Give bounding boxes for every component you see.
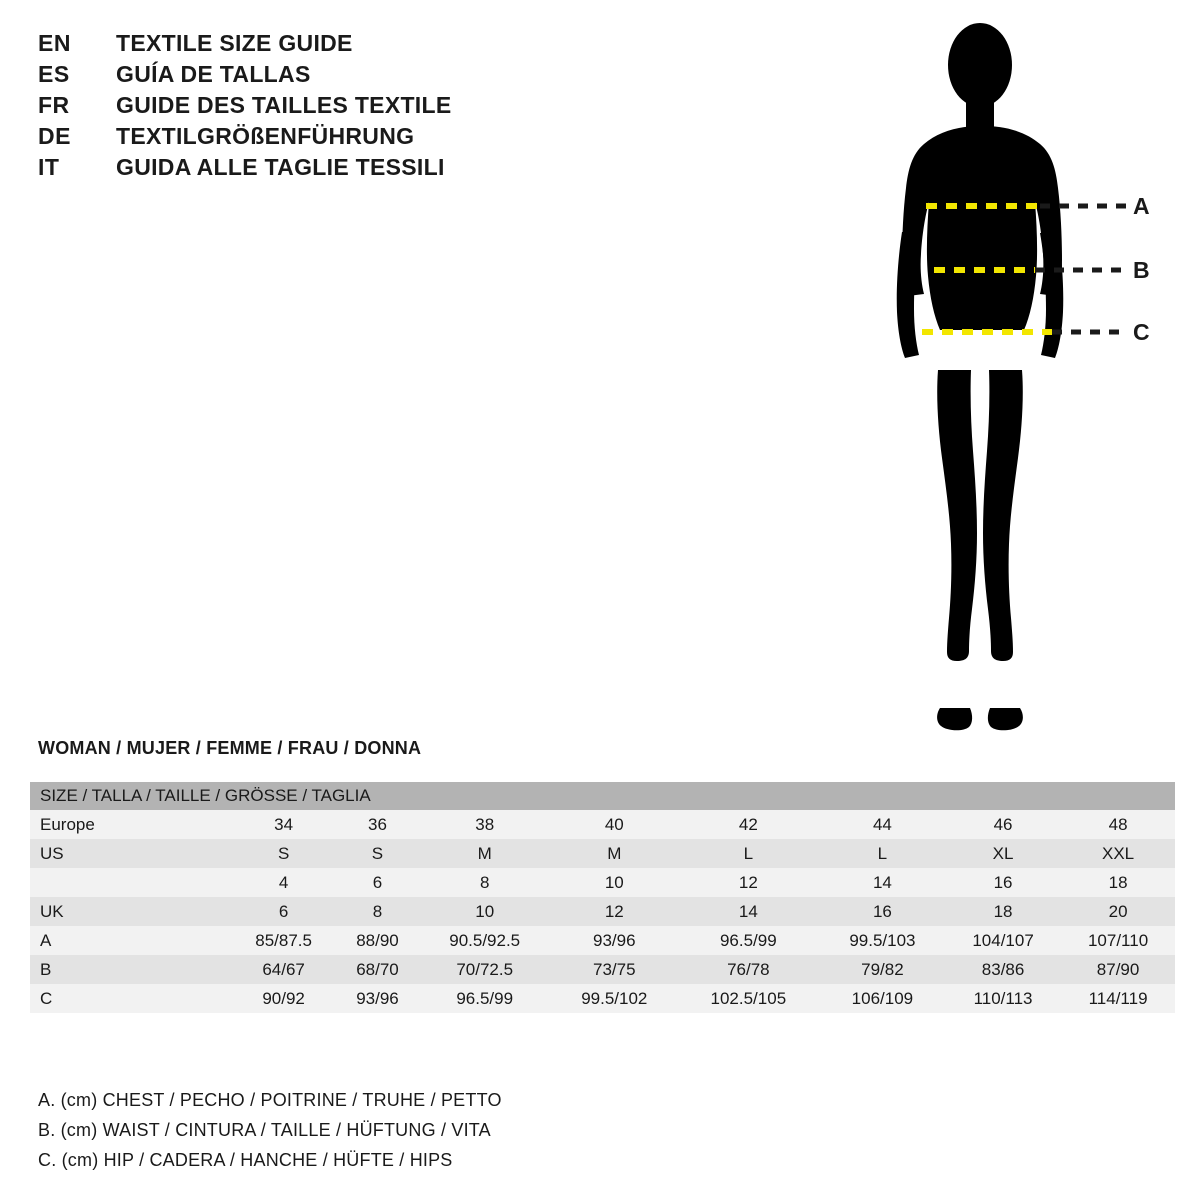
cell: 70/72.5 xyxy=(418,955,552,984)
title-text-fr: GUIDE DES TAILLES TEXTILE xyxy=(116,92,452,118)
cell: 68/70 xyxy=(337,955,417,984)
cell: 73/75 xyxy=(552,955,677,984)
cell: 85/87.5 xyxy=(230,926,337,955)
cell: 14 xyxy=(677,897,820,926)
cell: 107/110 xyxy=(1061,926,1175,955)
legend-line-c: C. (cm) HIP / CADERA / HANCHE / HÜFTE / HIPS xyxy=(38,1150,453,1170)
title-lang-de: DE xyxy=(38,123,71,149)
cell: 42 xyxy=(677,810,820,839)
measure-label-b: B xyxy=(1133,257,1150,283)
cell: 102.5/105 xyxy=(677,984,820,1013)
row-label-uk: UK xyxy=(30,897,230,926)
cell: 16 xyxy=(945,868,1061,897)
cell: 20 xyxy=(1061,897,1175,926)
cell: L xyxy=(820,839,945,868)
cell: 104/107 xyxy=(945,926,1061,955)
table-row xyxy=(30,868,1175,897)
cell: M xyxy=(552,839,677,868)
cell: 10 xyxy=(418,897,552,926)
cell: 48 xyxy=(1061,810,1175,839)
cell: 90.5/92.5 xyxy=(418,926,552,955)
table-band-header-row xyxy=(30,782,1175,810)
cell: 79/82 xyxy=(820,955,945,984)
title-text-en: TEXTILE SIZE GUIDE xyxy=(116,30,353,56)
title-lang-fr: FR xyxy=(38,92,70,118)
cell: S xyxy=(337,839,417,868)
size-table xyxy=(30,782,1175,1013)
title-block xyxy=(38,30,558,185)
cell: 18 xyxy=(1061,868,1175,897)
cell: 87/90 xyxy=(1061,955,1175,984)
cell: 18 xyxy=(945,897,1061,926)
cell: 46 xyxy=(945,810,1061,839)
female-silhouette-icon xyxy=(830,18,1190,748)
cell: 12 xyxy=(677,868,820,897)
title-lang-en: EN xyxy=(38,30,71,56)
title-row xyxy=(38,61,558,92)
row-label-a: A xyxy=(30,926,230,955)
title-row xyxy=(38,123,558,154)
cell: 93/96 xyxy=(552,926,677,955)
row-label-europe: Europe xyxy=(30,810,230,839)
cell: XXL xyxy=(1061,839,1175,868)
section-heading-woman: WOMAN / MUJER / FEMME / FRAU / DONNA xyxy=(38,738,422,758)
cell: 4 xyxy=(230,868,337,897)
row-label-us-numeric xyxy=(30,868,230,897)
title-lang-it: IT xyxy=(38,154,60,180)
cell: 14 xyxy=(820,868,945,897)
cell: 10 xyxy=(552,868,677,897)
title-row xyxy=(38,30,558,61)
cell: 36 xyxy=(337,810,417,839)
cell: 99.5/102 xyxy=(552,984,677,1013)
legend xyxy=(38,1090,738,1180)
row-label-us: US xyxy=(30,839,230,868)
legend-line-b: B. (cm) WAIST / CINTURA / TAILLE / HÜFTUNG / VITA xyxy=(38,1120,491,1140)
table-band-header: SIZE / TALLA / TAILLE / GRÖSSE / TAGLIA xyxy=(30,782,1175,810)
cell: 83/86 xyxy=(945,955,1061,984)
table-row xyxy=(30,810,1175,839)
legend-line-a: A. (cm) CHEST / PECHO / POITRINE / TRUHE / PETTO xyxy=(38,1090,502,1110)
table-row xyxy=(30,984,1175,1013)
cell: 96.5/99 xyxy=(418,984,552,1013)
cell: M xyxy=(418,839,552,868)
table-row xyxy=(30,926,1175,955)
table-row xyxy=(30,955,1175,984)
title-text-it: GUIDA ALLE TAGLIE TESSILI xyxy=(116,154,445,180)
cell: 40 xyxy=(552,810,677,839)
cell: 99.5/103 xyxy=(820,926,945,955)
title-row xyxy=(38,92,558,123)
cell: 114/119 xyxy=(1061,984,1175,1013)
cell: 34 xyxy=(230,810,337,839)
cell: L xyxy=(677,839,820,868)
row-label-b: B xyxy=(30,955,230,984)
title-row xyxy=(38,154,558,185)
title-text-es: GUÍA DE TALLAS xyxy=(116,61,311,87)
cell: 106/109 xyxy=(820,984,945,1013)
cell: 44 xyxy=(820,810,945,839)
measure-label-c: C xyxy=(1133,319,1150,345)
table-row xyxy=(30,897,1175,926)
cell: 76/78 xyxy=(677,955,820,984)
measure-label-a: A xyxy=(1133,193,1150,219)
cell: 38 xyxy=(418,810,552,839)
cell: 64/67 xyxy=(230,955,337,984)
title-text-de: TEXTILGRÖßENFÜHRUNG xyxy=(116,123,415,149)
cell: 93/96 xyxy=(337,984,417,1013)
cell: 96.5/99 xyxy=(677,926,820,955)
cell: 8 xyxy=(418,868,552,897)
cell: 88/90 xyxy=(337,926,417,955)
cell: 16 xyxy=(820,897,945,926)
table-row xyxy=(30,839,1175,868)
cell: 90/92 xyxy=(230,984,337,1013)
cell: 6 xyxy=(230,897,337,926)
title-lang-es: ES xyxy=(38,61,70,87)
cell: S xyxy=(230,839,337,868)
cell: XL xyxy=(945,839,1061,868)
cell: 110/113 xyxy=(945,984,1061,1013)
cell: 12 xyxy=(552,897,677,926)
row-label-c: C xyxy=(30,984,230,1013)
cell: 8 xyxy=(337,897,417,926)
body-figure-area xyxy=(830,18,1190,748)
cell: 6 xyxy=(337,868,417,897)
